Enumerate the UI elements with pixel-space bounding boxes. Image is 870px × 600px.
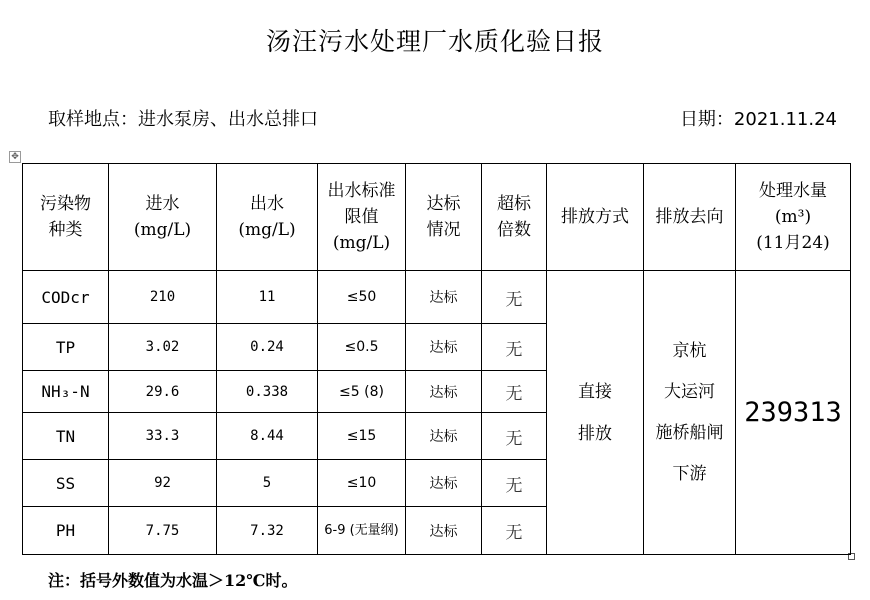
exceed-multiple: 无 (482, 413, 547, 460)
influent-value: 7.75 (109, 507, 217, 555)
move-icon[interactable]: ✥ (9, 151, 21, 163)
header-compliance: 达标 情况 (406, 164, 482, 271)
standard-limit: ≤10 (318, 460, 406, 507)
header-influent: 进水 (mg/L) (109, 164, 217, 271)
report-date: 日期：2021.11.24 (679, 109, 837, 130)
pollutant-name: TN (23, 413, 109, 460)
standard-limit: 6-9 (无量纲) (318, 507, 406, 555)
header-destination: 排放去向 (644, 164, 736, 271)
discharge-destination: 京杭 大运河 施桥船闸 下游 (644, 271, 736, 555)
pollutant-name: PH (23, 507, 109, 555)
treated-volume: 239313 (736, 271, 851, 555)
compliance-status: 达标 (406, 371, 482, 413)
effluent-value: 11 (217, 271, 318, 324)
discharge-method: 直接 排放 (547, 271, 644, 555)
influent-value: 210 (109, 271, 217, 324)
influent-value: 33.3 (109, 413, 217, 460)
pollutant-name: CODcr (23, 271, 109, 324)
table-row (23, 271, 851, 324)
compliance-status: 达标 (406, 460, 482, 507)
header-pollutant: 污染物 种类 (23, 164, 109, 271)
header-effluent: 出水 (mg/L) (217, 164, 318, 271)
report-title: 汤汪污水处理厂水质化验日报 (265, 27, 604, 56)
effluent-value: 5 (217, 460, 318, 507)
header-exceed: 超标 倍数 (482, 164, 547, 271)
effluent-value: 7.32 (217, 507, 318, 555)
pollutant-name: TP (23, 324, 109, 371)
exceed-multiple: 无 (482, 460, 547, 507)
water-quality-table (22, 163, 851, 555)
footnote: 注：括号外数值为水温＞12℃时。 (48, 571, 298, 590)
effluent-value: 8.44 (217, 413, 318, 460)
sampling-location: 取样地点：进水泵房、出水总排口 (48, 109, 318, 130)
header-standard: 出水标准 限值 (mg/L) (318, 164, 406, 271)
header-method: 排放方式 (547, 164, 644, 271)
influent-value: 29.6 (109, 371, 217, 413)
exceed-multiple: 无 (482, 271, 547, 324)
exceed-multiple: 无 (482, 324, 547, 371)
compliance-status: 达标 (406, 413, 482, 460)
effluent-value: 0.338 (217, 371, 318, 413)
compliance-status: 达标 (406, 271, 482, 324)
standard-limit: ≤15 (318, 413, 406, 460)
standard-limit: ≤5 (8) (318, 371, 406, 413)
exceed-multiple: 无 (482, 507, 547, 555)
header-volume: 处理水量 (m³) (11月24) (736, 164, 851, 271)
compliance-status: 达标 (406, 507, 482, 555)
pollutant-name: NH₃-N (23, 371, 109, 413)
header-row (23, 164, 851, 271)
pollutant-name: SS (23, 460, 109, 507)
compliance-status: 达标 (406, 324, 482, 371)
exceed-multiple: 无 (482, 371, 547, 413)
standard-limit: ≤50 (318, 271, 406, 324)
influent-value: 92 (109, 460, 217, 507)
standard-limit: ≤0.5 (318, 324, 406, 371)
effluent-value: 0.24 (217, 324, 318, 371)
influent-value: 3.02 (109, 324, 217, 371)
